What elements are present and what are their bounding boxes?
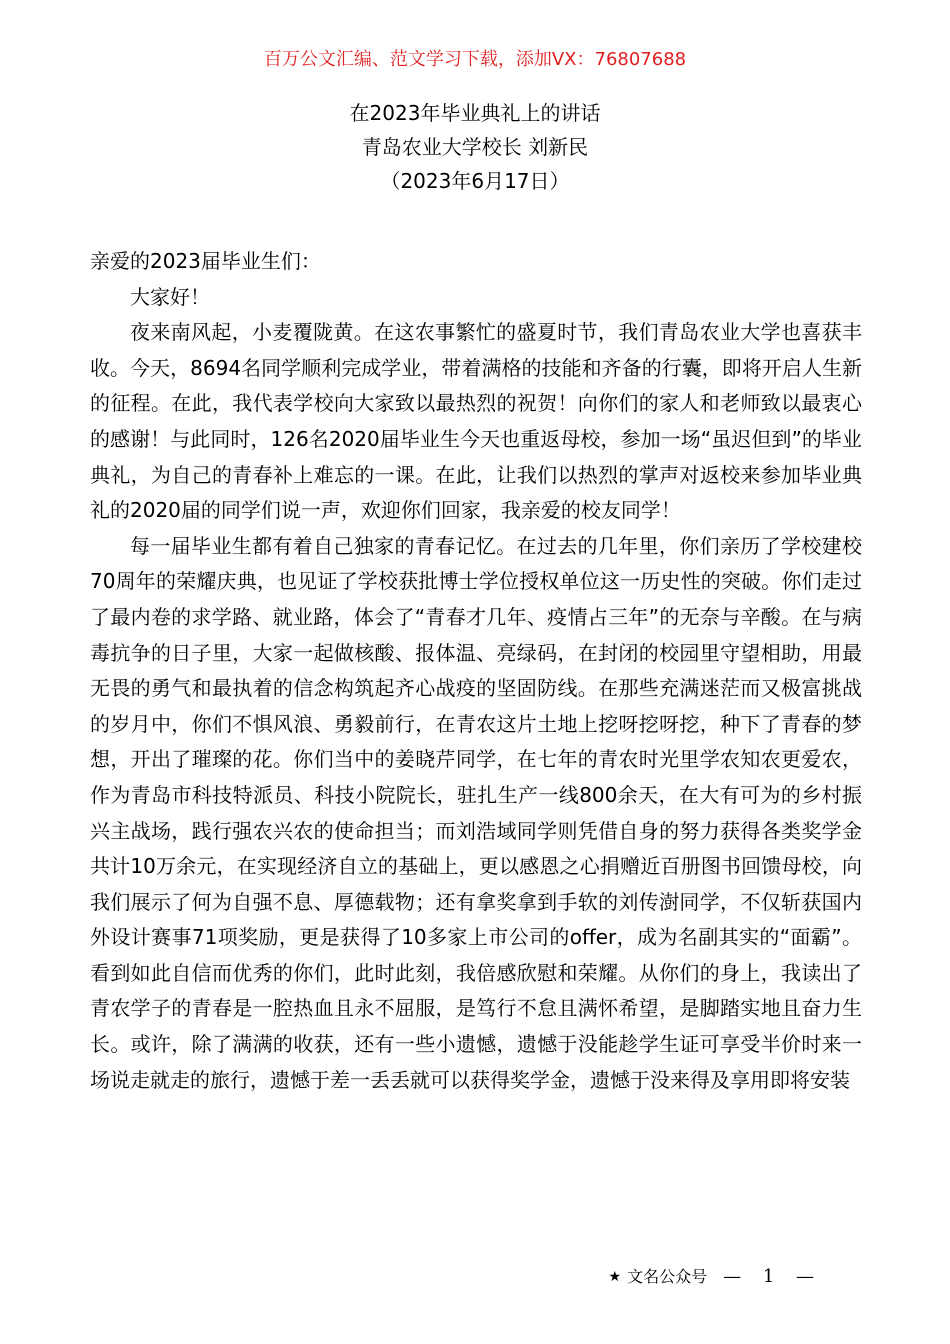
salutation: 亲爱的2023届毕业生们： [90,249,321,273]
page-number: — 1 — [723,1266,822,1287]
greeting: 大家好！ [130,284,210,309]
page-footer [609,1262,822,1292]
speech-date: （2023年6月17日） [380,169,570,193]
document-title: 在2023年毕业典礼上的讲话 [349,101,601,125]
footer-source: 文名公众号 [627,1267,708,1286]
document-header [0,96,950,198]
paragraph: 每一届毕业生都有着自己独家的青春记忆。在过去的几年里，你们亲历了学校建校70周年的荣耀庆典，也见证了学校获批博士学位授权单位这一历史性的突破。你们走过了最内卷的求学路、就业路，体会了“青春才几年、疫情占三年”的无奈与辛酸。在与病毒抗争的日子里，大家一起做核酸、报体温、亮绿码，在封闭的校园里守望相助，用最无畏的勇气和最执着的信念构筑起齐心战疫的坚固防线。在那些充满迷茫而又极富挑战的岁月中，你们不惧风浪、勇毅前行，在青农这片土地上挖呀挖呀挖，种下了青春的梦想，开出了璀璨的花。你们当中的姜晓芹同学，在七年的青农时光里学农知农更爱农，作为青岛市科技特派员、科技小院院长，驻扎生产一线800余天，在大有可为的乡村振兴主战场，践行强农兴农的使命担当；而刘浩域同学则凭借自身的努力获得各类奖学金共计10万余元，在实现经济自立的基础上，更以感恩之心捐赠近百册图书回馈母校，向我们展示了何为自强不息、厚德载物；还有拿奖拿到手软的刘传澍同学，不仅斩获国内外设计赛事71项奖励，更是获得了10多家上市公司的offer，成为名副其实的“面霸”。看到如此自信而优秀的你们，此时此刻，我倍感欣慰和荣耀。从你们的身上，我读出了青农学子的青春是一腔热血且永不屈服，是笃行不怠且满怀希望，是脚踏实地且奋力生长。或许，除了满满的收获，还有一些小遗憾，遗憾于没能趁学生证可享受半价时来一场说走就走的旅行，遗憾于差一丢丢就可以获得奖学金，遗憾于没来得及享用即将安装 [90,533,862,1092]
watermark-banner: 百万公文汇编、范文学习下载，添加VX：76807688 [263,49,687,70]
paragraph: 夜来南风起，小麦覆陇黄。在这农事繁忙的盛夏时节，我们青岛农业大学也喜获丰收。今天，8694名同学顺利完成学业，带着满格的技能和齐备的行囊，即将开启人生新的征程。在此，我代表学校向大家致以最热烈的祝贺！向你们的家人和老师致以最衷心的感谢！与此同时，126名2020届毕业生今天也重返母校，参加一场“虽迟但到”的毕业典礼，为自己的青春补上难忘的一课。在此，让我们以热烈的掌声对返校来参加毕业典礼的2020届的同学们说一声，欢迎你们回家，我亲爱的校友同学！ [90,320,862,523]
star-icon: ★ [608,1269,622,1285]
document-body [90,244,862,1098]
speaker-line: 青岛农业大学校长 刘新民 [361,135,589,159]
